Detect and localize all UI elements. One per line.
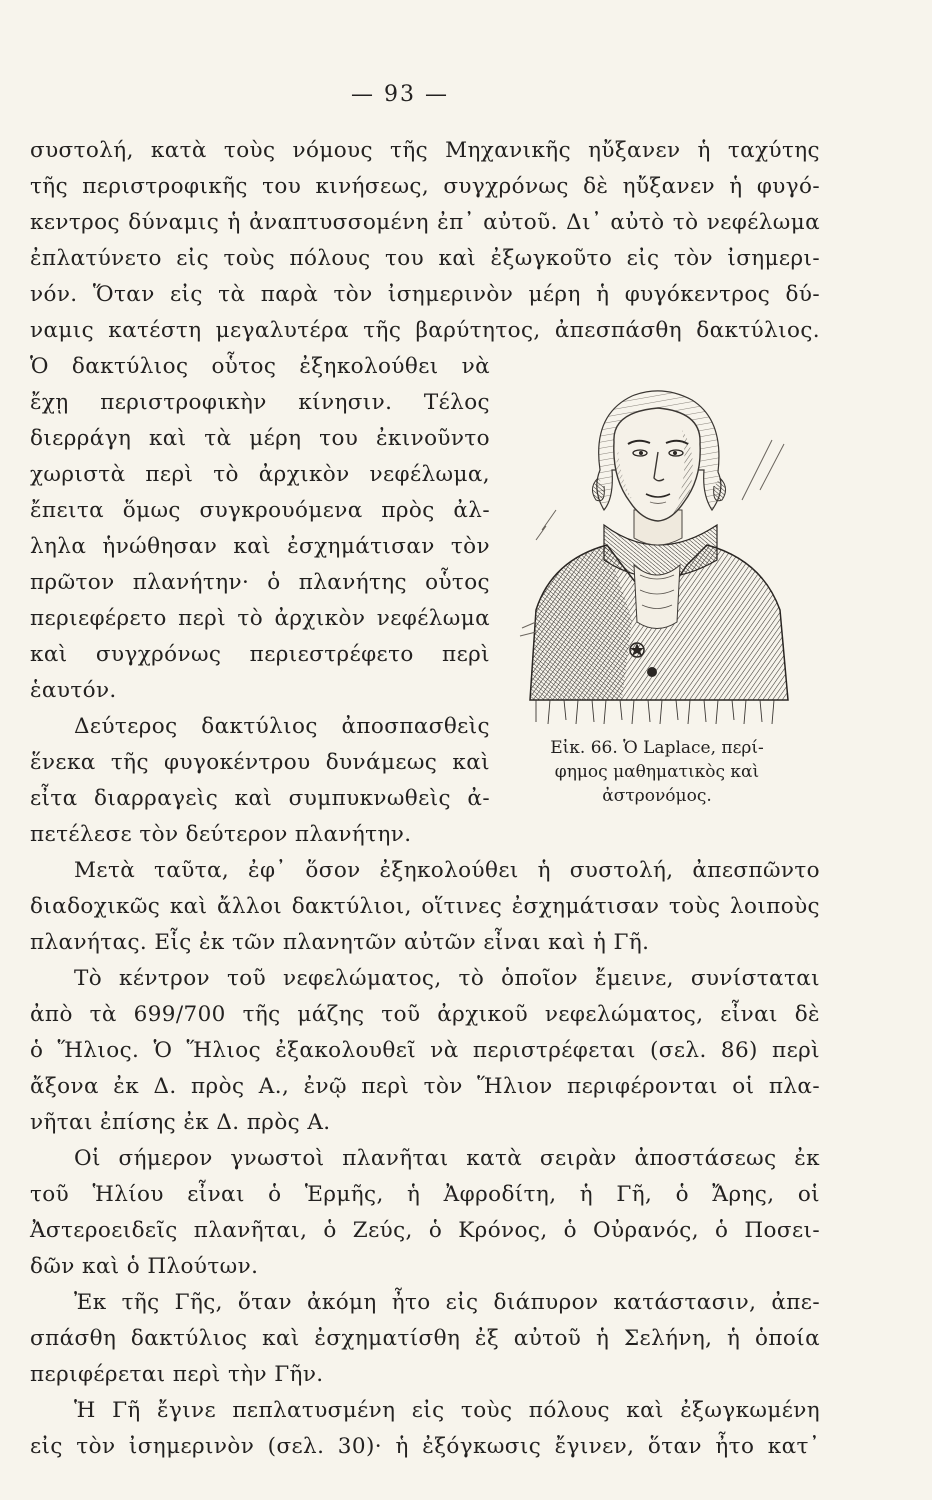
laplace-portrait-engraving xyxy=(512,360,802,728)
text-line: ληλα ἡνώθησαν καὶ ἐσχημάτισαν τὸν xyxy=(30,534,490,559)
text-line: κεντρος δύναμις ἡ ἀναπτυσσομένη ἐπ᾽ αὐτοῦ. Δι᾽ αὐτὸ τὸ νεφέλωμα xyxy=(30,210,820,235)
text-line: νόν. Ὅταν εἰς τὰ παρὰ τὸν ἰσημερινὸν μέρη ἡ φυγόκεντρος δύ- xyxy=(30,282,820,307)
text-line: ἀπὸ τὰ 699/700 τῆς μάζης τοῦ ἀρχικοῦ νεφελώματος, εἶναι δὲ xyxy=(30,1002,820,1027)
text-line: πλανήτας. Εἷς ἐκ τῶν πλανητῶν αὐτῶν εἶναι καὶ ἡ Γῆ. xyxy=(30,930,650,955)
text-line: ἕνεκα τῆς φυγοκέντρου δυνάμεως καὶ xyxy=(30,750,490,775)
text-line: ἄξονα ἐκ Δ. πρὸς Α., ἐνῷ περὶ τὸν Ἥλιον περιφέρονται οἱ πλα- xyxy=(30,1074,820,1099)
text-line: ἔχῃ περιστροφικὴν κίνησιν. Τέλος xyxy=(30,390,490,415)
text-line: Ἀστεροειδεῖς πλανῆται, ὁ Ζεύς, ὁ Κρόνος, ὁ Οὐρανός, ὁ Ποσει- xyxy=(30,1218,820,1243)
text-line: ἔπειτα ὅμως συγκρουόμενα πρὸς ἀλ- xyxy=(30,498,490,523)
text-line: Δεύτερος δακτύλιος ἀποσπασθεὶς xyxy=(74,714,490,739)
text-line: Ὁ δακτύλιος οὗτος ἐξηκολούθει νὰ xyxy=(30,354,490,379)
text-line: πετέλεσε τὸν δεύτερον πλανήτην. xyxy=(30,822,412,847)
text-line: σπάσθη δακτύλιος καὶ ἐσχηματίσθη ἐξ αὐτοῦ ἡ Σελήνη, ἡ ὁποία xyxy=(30,1326,820,1351)
text-line: ναμις κατέστη μεγαλυτέρα τῆς βαρύτητος, ἀπεσπάσθη δακτύλιος. xyxy=(30,318,820,343)
text-line: τῆς περιστροφικῆς του κινήσεως, συγχρόνως δὲ ηὔξανεν ἡ φυγό- xyxy=(30,174,820,199)
text-line: εἰς τὸν ἰσημερινὸν (σελ. 30)· ἡ ἐξόγκωσις ἔγινεν, ὅταν ἦτο κατ᾽ xyxy=(30,1434,820,1459)
text-line: περιεφέρετο περὶ τὸ ἀρχικὸν νεφέλωμα xyxy=(30,606,490,631)
text-line: ἑαυτόν. xyxy=(30,678,117,703)
text-line: διερράγη καὶ τὰ μέρη του ἐκινοῦντο xyxy=(30,426,490,451)
text-line: πρῶτον πλανήτην· ὁ πλανήτης οὗτος xyxy=(30,570,490,595)
text-line: ἐπλατύνετο εἰς τοὺς πόλους του καὶ ἐξωγκοῦτο εἰς τὸν ἰσημερι- xyxy=(30,246,820,271)
caption-line: Εἰκ. 66. Ὁ Laplace, περί- xyxy=(550,738,764,758)
text-line: Μετὰ ταῦτα, ἐφ᾽ ὅσον ἐξηκολούθει ἡ συστολή, ἀπεσπῶντο xyxy=(74,858,820,883)
text-line: εἶτα διαρραγεὶς καὶ συμπυκνωθεὶς ἀ- xyxy=(30,786,490,811)
text-line: δῶν καὶ ὁ Πλούτων. xyxy=(30,1254,259,1279)
text-line: Ἡ Γῆ ἔγινε πεπλατυσμένη εἰς τοὺς πόλους καὶ ἐξωγκωμένη xyxy=(74,1398,820,1423)
text-line: περιφέρεται περὶ τὴν Γῆν. xyxy=(30,1362,324,1387)
text-line: Τὸ κέντρον τοῦ νεφελώματος, τὸ ὁποῖον ἔμεινε, συνίσταται xyxy=(74,966,820,991)
page-number: — 93 — xyxy=(351,82,449,107)
text-line: χωριστὰ περὶ τὸ ἀρχικὸν νεφέλωμα, xyxy=(30,462,490,487)
text-line: καὶ συγχρόνως περιεστρέφετο περὶ xyxy=(30,642,490,667)
text-line: συστολή, κατὰ τοὺς νόμους τῆς Μηχανικῆς ηὔξανεν ἡ ταχύτης xyxy=(30,138,820,163)
text-line: διαδοχικῶς καὶ ἄλλοι δακτύλιοι, οἵτινες ἐσχημάτισαν τοὺς λοιποὺς xyxy=(30,894,820,919)
figure-caption xyxy=(512,736,802,808)
text-line: Οἱ σήμερον γνωστοὶ πλανῆται κατὰ σειρὰν ἀποστάσεως ἐκ xyxy=(74,1146,820,1171)
caption-line: ἀστρονόμος. xyxy=(602,786,712,806)
text-line: Ἐκ τῆς Γῆς, ὅταν ἀκόμη ἦτο εἰς διάπυρον κατάστασιν, ἀπε- xyxy=(74,1290,820,1315)
caption-line: φημος μαθηματικὸς καὶ xyxy=(554,762,760,782)
text-line: νῆται ἐπίσης ἐκ Δ. πρὸς Α. xyxy=(30,1110,331,1135)
text-line: τοῦ Ἡλίου εἶναι ὁ Ἑρμῆς, ἡ Ἀφροδίτη, ἡ Γῆ, ὁ Ἄρης, οἱ xyxy=(30,1182,820,1207)
text-line: ὁ Ἥλιος. Ὁ Ἥλιος ἐξακολουθεῖ νὰ περιστρέφεται (σελ. 86) περὶ xyxy=(30,1038,820,1063)
